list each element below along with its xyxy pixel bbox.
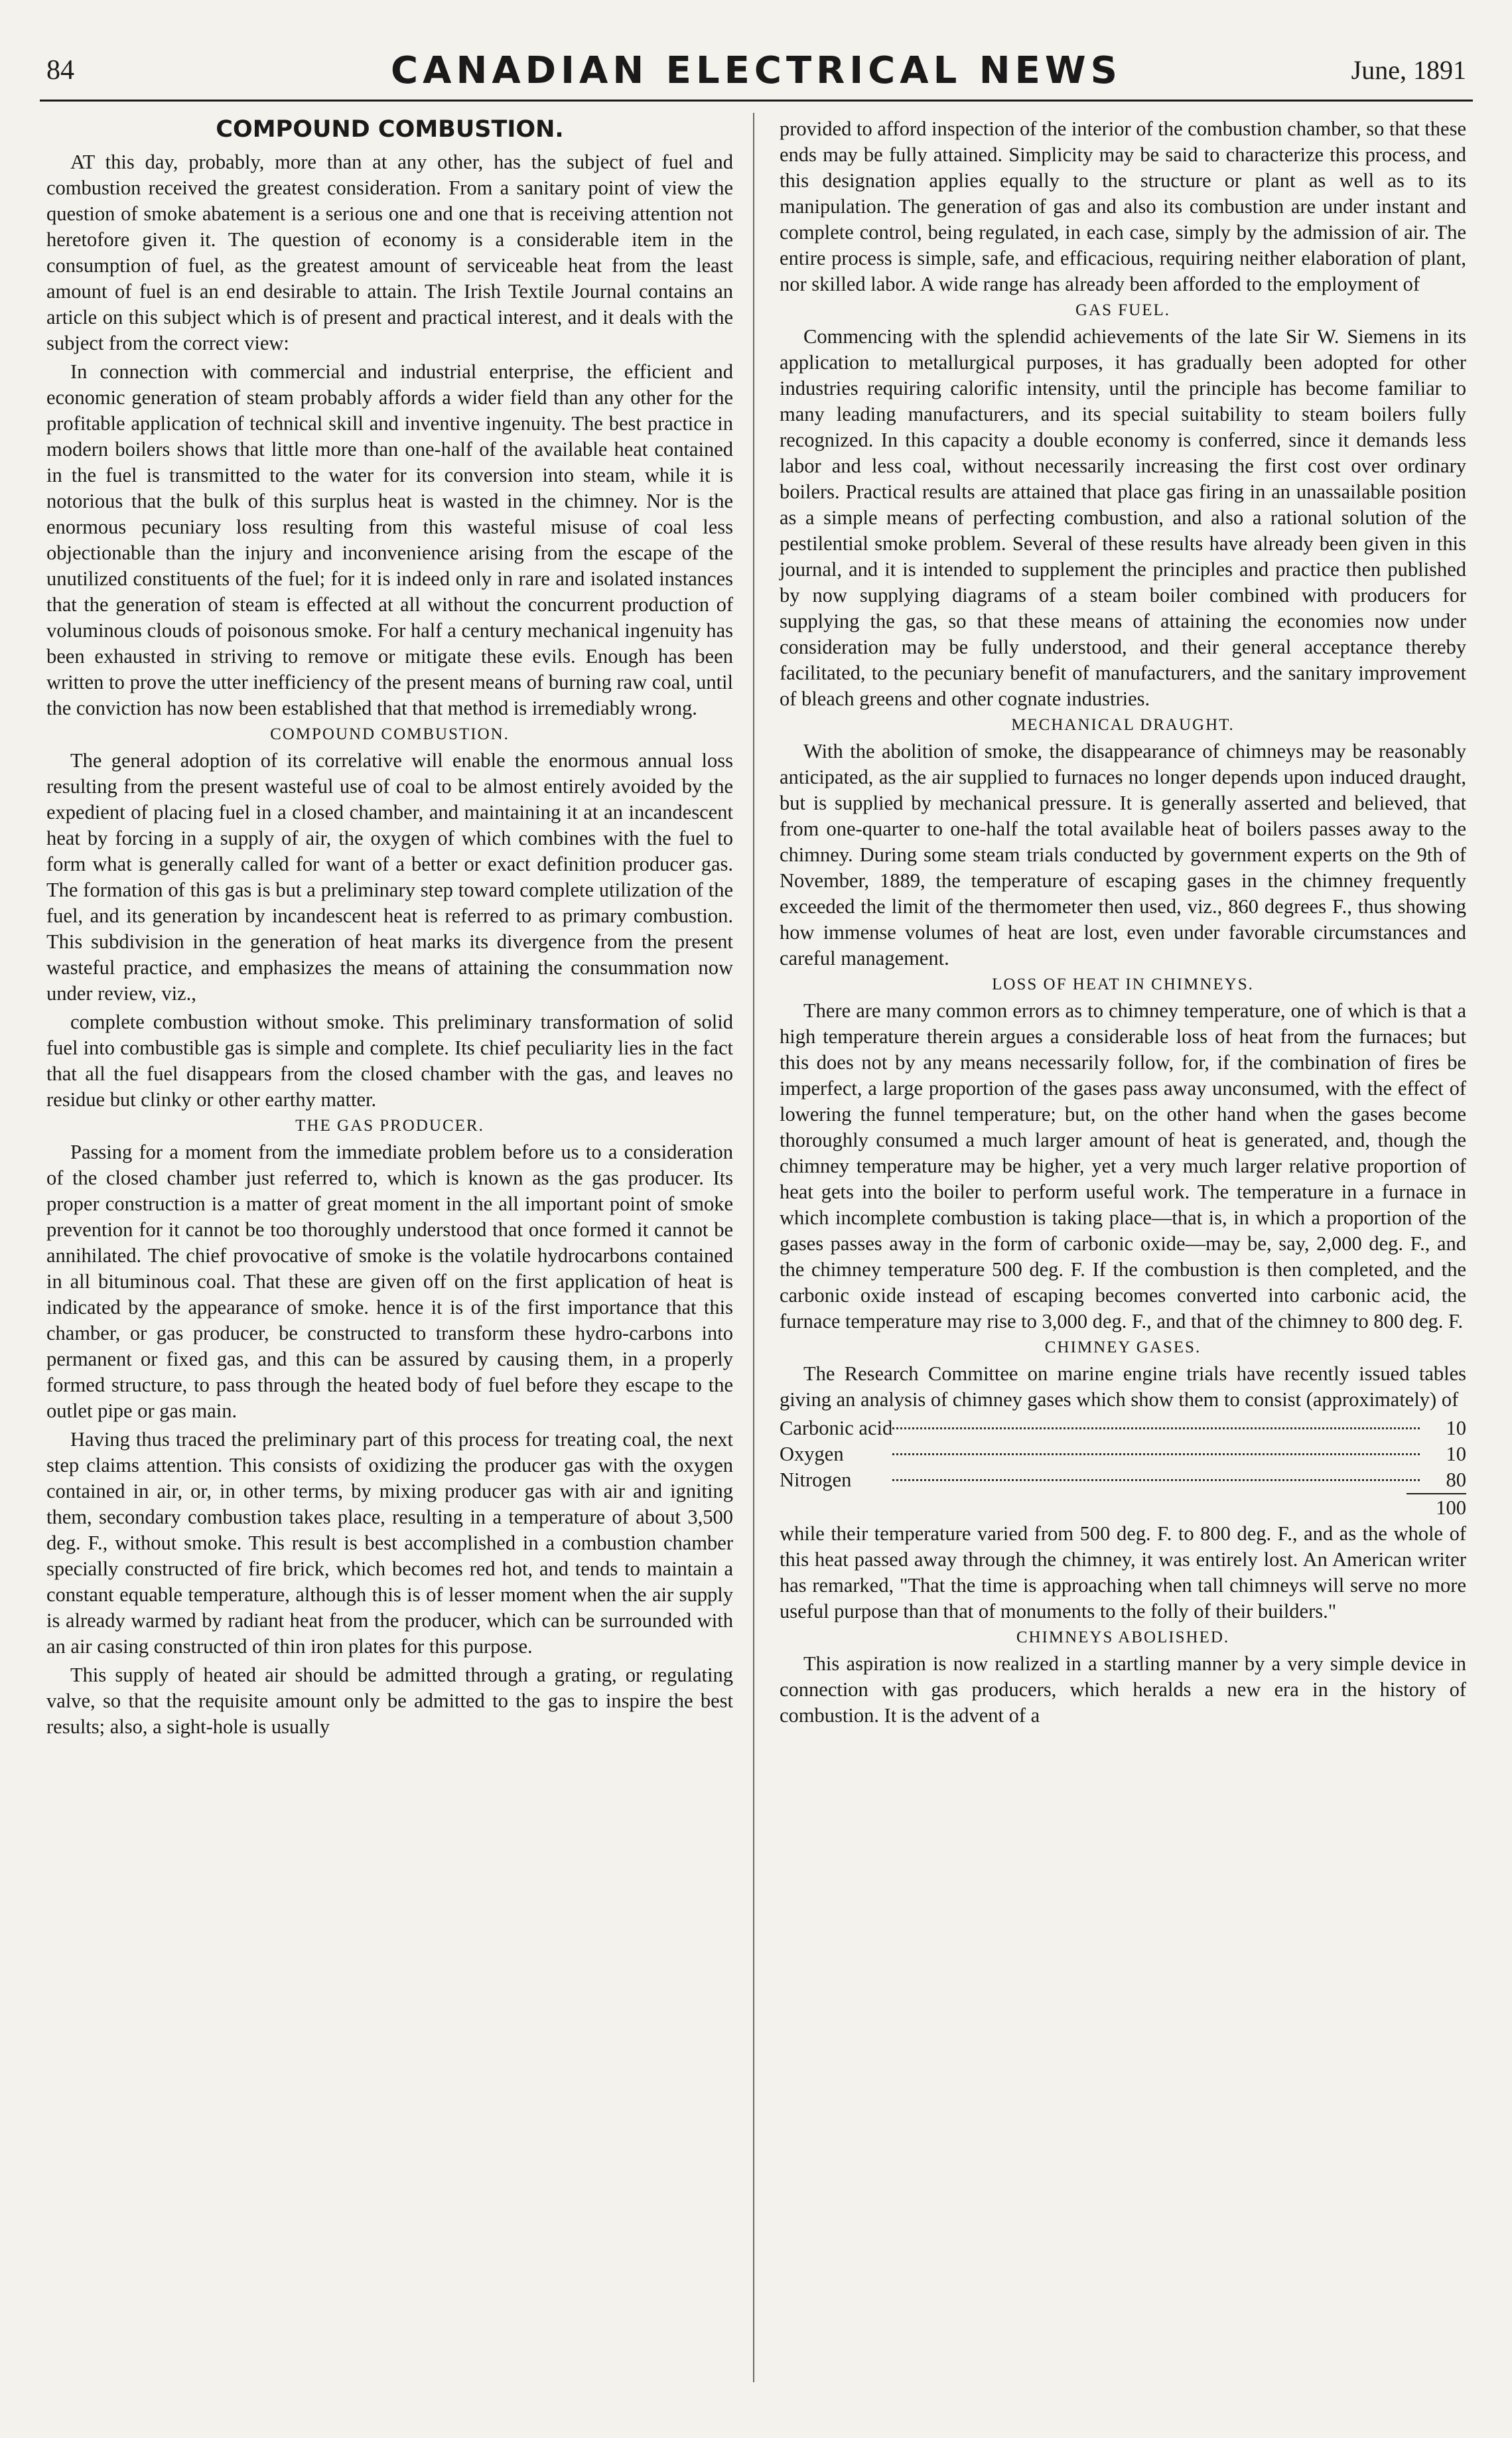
table-row [780,1415,1466,1441]
table-row [780,1441,1466,1467]
paragraph: complete combustion without smoke. This preliminary transformation of solid fuel into combustible gas is simple and complete. Its chief peculiarity lies in the fact that all the fuel disappears from the closed chamber with the gas, and leaves no residue but clinky or other earthy matter. [46,1011,733,1111]
gas-name: Oxygen [780,1443,844,1465]
section-heading: MECHANICAL DRAUGHT. [1011,716,1235,734]
paragraph: This supply of heated air should be admitted through a grating, or regulating valve, so that the requisite amount only be admitted to the gas to inspire the best results; also, a sight-hole is usually [46,1664,733,1738]
leader-dots [892,1467,1420,1493]
gas-total: 100 [1407,1493,1466,1521]
masthead: CANADIAN ELECTRICAL NEWS [391,49,1122,92]
right-column-body [780,116,1466,1729]
gas-percent: 10 [1446,1417,1466,1439]
section-heading: THE GAS PRODUCER. [295,1117,484,1135]
paragraph: while their temperature varied from 500 deg. F. to 800 deg. F., and as the whole of this heat passed away through the chimney, it was entirely lost. An American writer has remarked, "That the time is approaching when tall chimneys will serve no more useful purpose than that of monuments to the folly of their builders." [780,1522,1466,1622]
gas-percent: 80 [1446,1469,1466,1491]
chimney-gas-table [780,1415,1466,1521]
left-column [46,116,733,1743]
paragraph: In connection with commercial and industrial enterprise, the efficient and economic generation of steam probably affords a wider field than any other for the profitable application of technical skill and inventive ingenuity. The best practice in modern boilers shows that little more than one-half of the available heat contained in the fuel is transmitted to the water for its conversion into steam, while it is notorious that the bulk of this surplus heat is wasted in the chimney. Nor is the enormous pecuniary loss resulting from this wasteful misuse of coal less objectionable than the injury and inconvenience arising from the escape of the unutilized constituents of the fuel; for it is indeed only in rare and isolated instances that the generation of steam is effected at all without the concurrent production of voluminous clouds of poisonous smoke. For half a century mechanical ingenuity has been exhausted in striving to remove or mitigate these evils. Enough has been written to prove the utter inefficiency of the present means of burning raw coal, until the conviction has now been established that that method is irremediably wrong. [46,360,733,719]
right-column [780,116,1466,1731]
leader-dots [892,1441,1420,1467]
article-title: COMPOUND COMBUSTION. [216,116,564,143]
page-number: 84 [46,55,74,86]
left-column-body [46,149,733,1740]
leader-dots [892,1415,1420,1441]
paragraph: Commencing with the splendid achievements of the late Sir W. Siemens in its application to metallurgical purposes, it has gradually been adopted for other industries requiring calorific intensity, until the principle has become familiar to many leading manufacturers, and its special suitability to steam boilers fully recognized. In this capacity a double economy is conferred, since it demands less labor and less coal, without necessarily increasing the first cost over ordinary boilers. Practical results are attained that place gas firing in an unassailable position as a simple means of perfecting combustion, and also a rational solution of the pestilential smoke problem. Several of these results have already been given in this journal, and it is intended to supplement the principles and practice then published by now supplying diagrams of a steam boiler combined with producers for supplying the gas, so that these means of attaining the economies now under consideration may be fully understood, and their general acceptance thereby facilitated, to the pecuniary benefit of manufacturers, and the sanitary improvement of bleach greens and other cognate industries. [780,325,1466,710]
section-heading: LOSS OF HEAT IN CHIMNEYS. [992,975,1254,993]
paragraph: This aspiration is now realized in a startling manner by a very simple device in connection with gas producers, which heralds a new era in the history of combustion. It is the advent of a [780,1652,1466,1727]
paragraph: AT this day, probably, more than at any other, has the subject of fuel and combustion received the greatest consideration. From a sanitary point of view the question of smoke abatement is a serious one and one that is receiving attention not heretofore given it. The question of economy is a considerable item in the consumption of fuel, as the greatest amount of serviceable heat from the least amount of fuel is an end desirable to attain. The Irish Textile Journal contains an article on this subject which is of present and practical interest, and it deals with the subject from the correct view: [46,151,733,354]
paragraph: Passing for a moment from the immediate problem before us to a consideration of the closed chamber just referred to, which is known as the gas producer. Its proper construction is a matter of great moment in the all important point of smoke prevention for it cannot be too thoroughly understood that once formed it cannot be annihilated. The chief provocative of smoke is the volatile hydrocarbons contained in all bituminous coal. That these are given off on the first application of heat is indicated by the appearance of smoke. hence it is of the first importance that this chamber, or gas producer, be constructed to transform these hydro-carbons into permanent or fixed gas, and this can be assured by causing them, in a properly formed structure, to pass through the heated body of fuel before they escape to the outlet pipe or gas main. [46,1141,733,1422]
paragraph: provided to afford inspection of the interior of the combustion chamber, so that these ends may be fully attained. Simplicity may be said to characterize this process, and this designation applies equally to the structure or plant as well as to its manipulation. The generation of gas and also its combustion are under instant and complete control, being regulated, in each case, simply by the admission of air. The entire process is simple, safe, and efficacious, requiring neither elaboration of plant, nor skilled labor. A wide range has already been afforded to the employment of [780,117,1466,295]
gas-name: Carbonic acid [780,1417,893,1439]
section-heading: CHIMNEY GASES. [1044,1338,1202,1356]
gas-name: Nitrogen [780,1469,852,1491]
section-heading: CHIMNEYS ABOLISHED. [1016,1628,1230,1646]
table-row [780,1467,1466,1493]
section-heading: COMPOUND COMBUSTION. [270,725,510,743]
section-heading: GAS FUEL. [1075,301,1170,319]
paragraph: The Research Committee on marine engine trials have recently issued tables giving an analysis of chimney gases which show them to consist (approximately) of [780,1362,1466,1411]
page-header [40,46,1473,102]
issue-date: June, 1891 [1351,55,1466,85]
paragraph: Having thus traced the preliminary part of this process for treating coal, the next step claims attention. This consists of oxidizing the producer gas with the oxygen contained in air, or, in other terms, by mixing producer gas with air and igniting them, secondary combustion takes place, resulting in a temperature of about 3,500 deg. F., without smoke. This result is best accomplished in a combustion chamber specially constructed of fire brick, which becomes red hot, and tends to maintain a constant equable temperature, although this is of lesser moment when the air supply is already warmed by radiant heat from the producer, which can be surrounded with an air casing constructed of thin iron plates for this purpose. [46,1428,733,1658]
paragraph: There are many common errors as to chimney temperature, one of which is that a high temperature therein argues a considerable loss of heat from the furnaces; but this does not by any means necessarily follow, for, if the combination of fires be imperfect, a large proportion of the gases pass away unconsumed, with the effect of lowering the funnel temperature; but, on the other hand when the gases become thoroughly consumed a much larger amount of heat is generated, and, though the chimney temperature may be higher, yet a very much larger relative proportion of heat gets into the boiler to perform useful work. The temperature in a furnace in which incomplete combustion is taking place—that is, in which a proportion of the gases passes away in the form of carbonic oxide—may be, say, 2,000 deg. F., and the chimney temperature 500 deg. F. If the combustion is then completed, and the carbonic oxide instead of escaping becomes converted into carbonic acid, the furnace temperature may rise to 3,000 deg. F., and that of the chimney to 800 deg. F. [780,999,1466,1332]
paragraph: With the abolition of smoke, the disappearance of chimneys may be reasonably anticipated, as the air supplied to furnaces no longer depends upon induced draught, but is supplied by mechanical pressure. It is generally asserted and believed, that from one-quarter to one-half the total available heat of boilers passes away to the chimney. During some steam trials conducted by government experts on the 9th of November, 1889, the temperature of escaping gases in the chimney frequently exceeded the limit of the thermometer then used, viz., 860 degrees F., thus showing how immense volumes of heat are lost, even under favorable circumstances and careful management. [780,740,1466,969]
newspaper-page [40,27,1473,2415]
paragraph: The general adoption of its correlative will enable the enormous annual loss resulting from the present wasteful use of coal to be almost entirely avoided by the expedient of placing fuel in a closed chamber, and maintaining it at an incandescent heat by forcing in a supply of air, the oxygen of which combines with the fuel to form what is generally called for want of a better or exact definition producer gas. The formation of this gas is but a preliminary step toward complete utilization of the fuel, and its generation by incandescent heat is referred to as primary combustion. This subdivision in the generation of heat marks its divergence from the present wasteful practice, and emphasizes the means of attaining the consummation now under review, viz., [46,749,733,1005]
gas-percent: 10 [1446,1443,1466,1465]
column-divider [753,113,754,2382]
